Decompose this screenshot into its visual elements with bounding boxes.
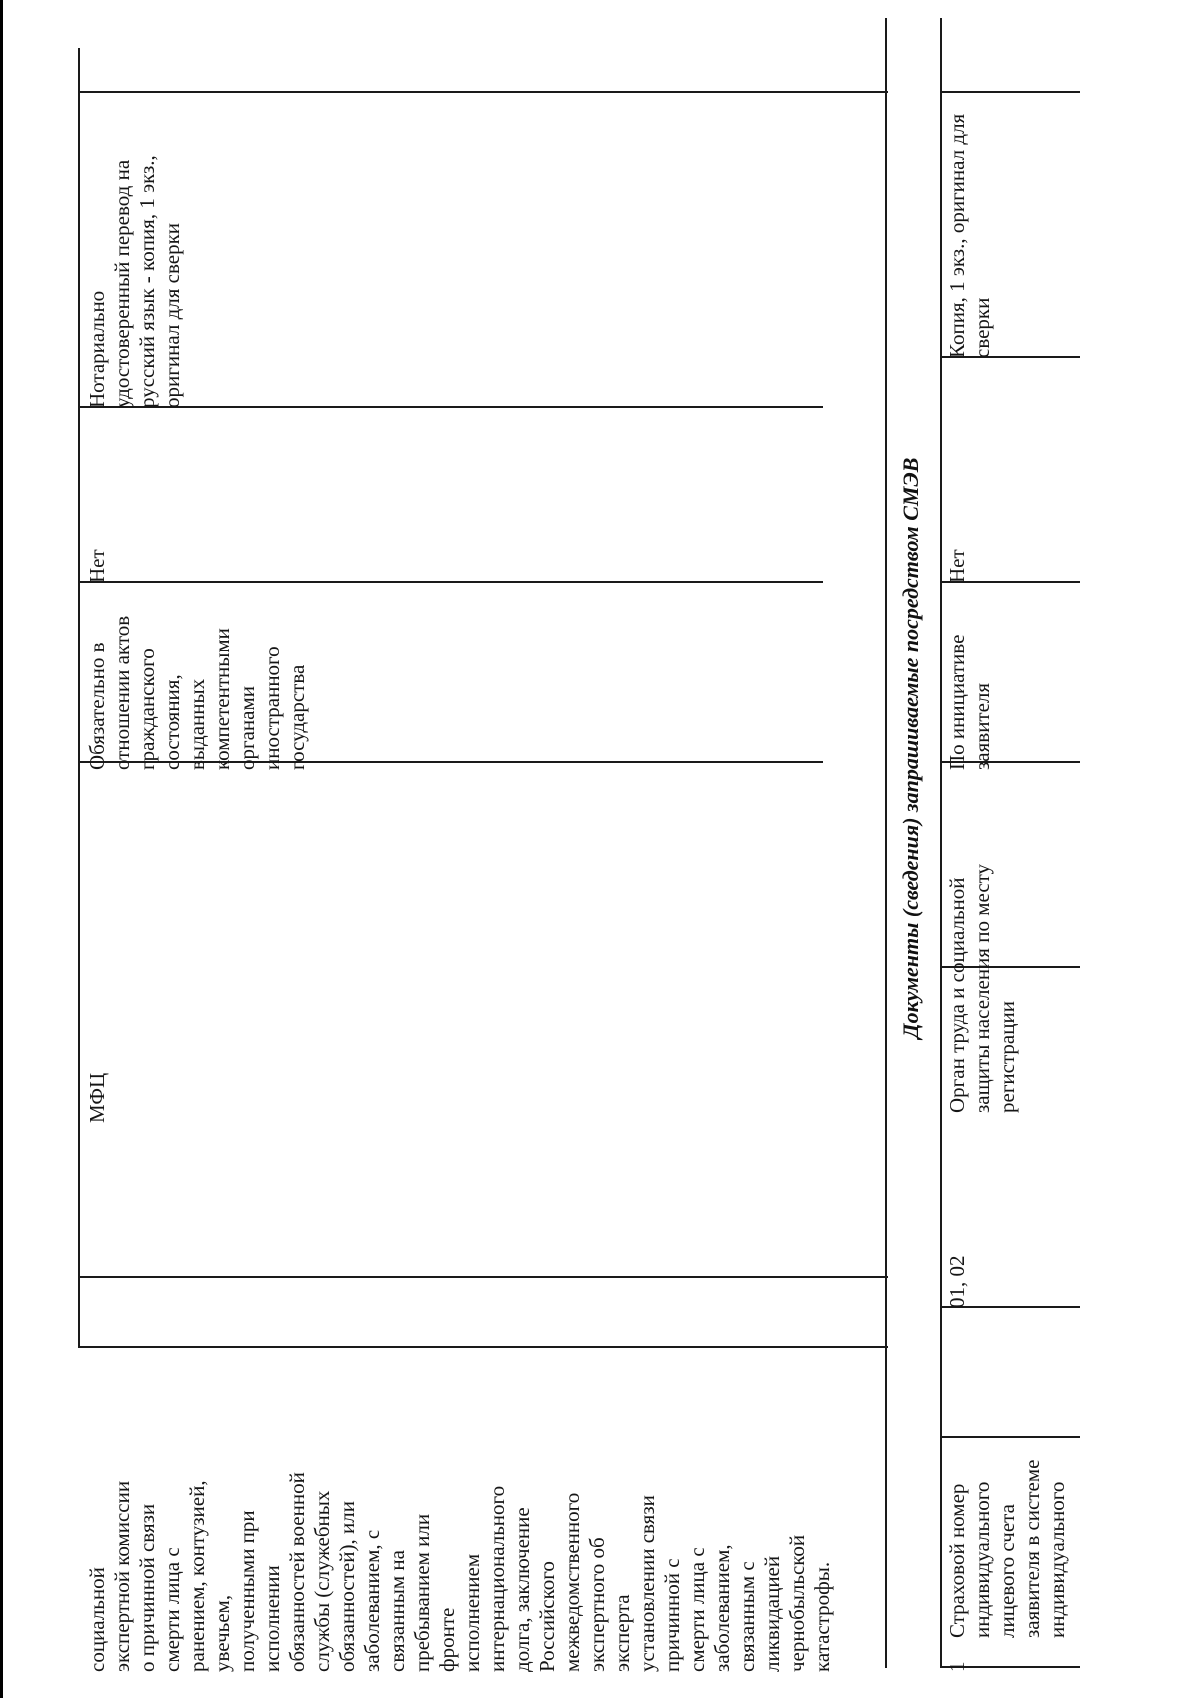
table-right-border xyxy=(78,91,888,93)
row-a-document-form: Нотариально удостоверенный перевод на русский язык - копия, 1 экз., оригинал для сверки xyxy=(85,155,184,408)
row-b-number: 1 xyxy=(945,1661,969,1672)
table-left-border xyxy=(78,1346,888,1348)
row-b-document-form: Копия, 1 экз., оригинал для сверки xyxy=(945,113,994,358)
row-b-submission-place: Орган труда и социальной защиты населения по месту регистрации xyxy=(945,863,1019,1113)
table-top-border xyxy=(78,48,80,1348)
row-a-submission-place: МФЦ xyxy=(85,1072,109,1123)
row-b-requirement-condition: По инициативе заявителя xyxy=(945,634,994,770)
row-a-requirement-condition: Обязательно в отношении актов гражданского состояния, выданных компетентными органами иностранного государства xyxy=(85,615,309,770)
section-top-border xyxy=(885,18,887,1668)
section-bottom-border xyxy=(940,18,942,1668)
col-divider-condition-flag xyxy=(78,581,823,583)
row-b-col-divider-name xyxy=(940,1436,1080,1438)
col-divider-name-where xyxy=(78,1276,888,1278)
row-b-document-name: Страховой номер индивидуального лицевого счета заявителя в системе индивидуального xyxy=(945,1459,1069,1638)
row-a-document-name: социальной экспертной комиссии о причинной связи смерти лица с ранением, контузией, увечьем, полученными при исполнении обязанностей военной службы (служебных обязанностей), или заболеванием, с связанным на пребыванием или фронте исполнением интернационального долга, заключение Российского межведомственного экспертного об эксперта установлении связи причинной с смерти лица с заболеванием, связанным с ликвидацией чернобыльской катастрофы. xyxy=(85,1472,834,1672)
col-divider-flag-form xyxy=(78,406,823,408)
row-b-right-border xyxy=(940,91,1080,93)
section-title: Документы (сведения) запрашиваемые посредством СМЭВ xyxy=(898,457,923,1039)
row-b-codes: 01, 02 xyxy=(945,1255,969,1308)
row-a-flag: Нет xyxy=(85,549,109,583)
row-b-flag: Нет xyxy=(945,549,969,583)
